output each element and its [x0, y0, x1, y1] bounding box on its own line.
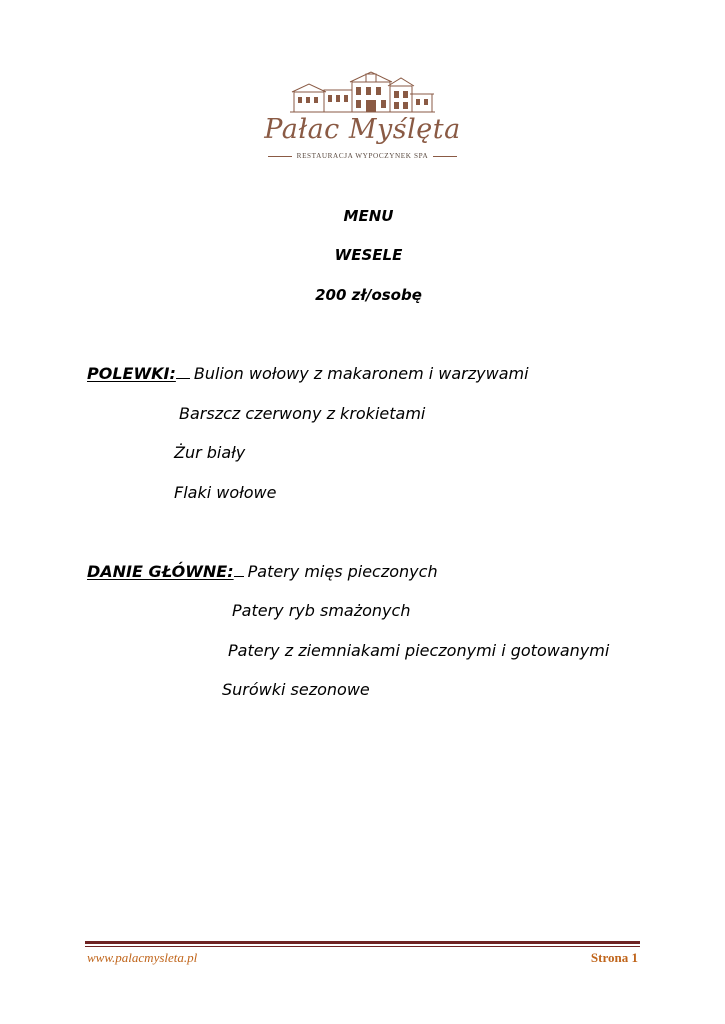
footer-page-number: Strona 1	[590, 950, 638, 965]
menu-item: Patery mięs pieczonych	[247, 562, 438, 581]
menu-title: MENU	[343, 207, 394, 225]
menu-item: Patery ryb smażonych	[232, 601, 411, 620]
tagline-rule-right	[433, 156, 457, 157]
tagline-rule-left	[268, 156, 292, 157]
footer-divider-thick	[85, 941, 640, 944]
label-underline-gap	[234, 562, 244, 577]
price-per-person: 200 zł/osobę	[315, 286, 422, 304]
logo-tagline-row	[255, 152, 470, 160]
label-underline-gap	[176, 364, 190, 379]
section-label-polewki: POLEWKI:	[87, 364, 176, 383]
footer-website: www.palacmysleta.pl	[87, 950, 198, 965]
section-polewki-row	[87, 364, 529, 383]
logo	[255, 70, 470, 166]
menu-item: Żur biały	[174, 443, 246, 462]
menu-item: Surówki sezonowe	[222, 680, 370, 699]
logo-name: Pałac Myślęta	[264, 114, 461, 145]
menu-item: Bulion wołowy z makaronem i warzywami	[193, 364, 529, 383]
event-title: WESELE	[334, 246, 403, 264]
logo-tagline: RESTAURACJA WYPOCZYNEK SPA	[296, 152, 429, 160]
footer-divider-thin	[85, 946, 640, 947]
section-label-danie-glowne: DANIE GŁÓWNE:	[87, 562, 234, 581]
menu-item: Patery z ziemniakami pieczonymi i gotowanymi	[228, 641, 610, 660]
menu-item: Barszcz czerwony z krokietami	[179, 404, 426, 423]
menu-item: Flaki wołowe	[174, 483, 277, 502]
section-danie-glowne-row	[87, 562, 438, 581]
palace-icon	[290, 70, 435, 114]
